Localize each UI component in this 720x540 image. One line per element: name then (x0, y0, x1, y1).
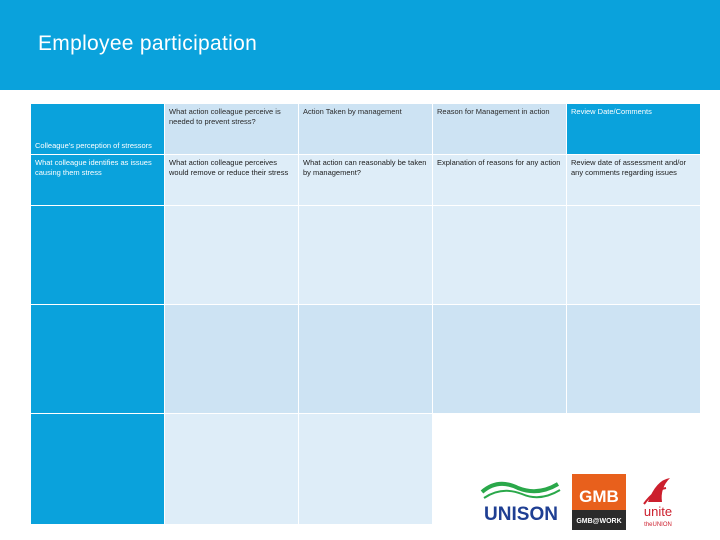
header-cell-perception (31, 104, 164, 154)
header-cell-review: Review Date/Comments (567, 104, 700, 154)
entry-cell[interactable] (433, 305, 566, 413)
entry-cell[interactable] (31, 206, 164, 304)
guidance-cell-perceived-action: What action colleague perceives would remove or reduce their stress (165, 155, 298, 205)
unite-logo (636, 474, 680, 530)
entry-cell[interactable] (31, 305, 164, 413)
unison-logo-text: UNISON (484, 504, 558, 525)
header-cell-management-action: Action Taken by management (299, 104, 432, 154)
page-title: Employee participation (38, 32, 258, 55)
guidance-cell-review: Review date of assessment and/or any comments regarding issues (567, 155, 700, 205)
unite-logo-subtext: theUNION (644, 522, 672, 528)
participation-table (31, 104, 696, 522)
entry-cell[interactable] (299, 206, 432, 304)
entry-cell[interactable] (433, 206, 566, 304)
guidance-cell-issues: What colleague identifies as issues causing them stress (31, 155, 164, 205)
header-label: Colleague's perception of stressors (35, 140, 152, 150)
header-cell-action-needed: What action colleague perceive is needed to prevent stress? (165, 104, 298, 154)
entry-cell[interactable] (31, 414, 164, 524)
gmb-logo-text: GMB (579, 487, 619, 506)
entry-cell[interactable] (299, 414, 432, 524)
header-cell-reason: Reason for Management in action (433, 104, 566, 154)
entry-cell[interactable] (165, 305, 298, 413)
entry-cell[interactable] (165, 414, 298, 524)
entry-cell[interactable] (165, 206, 298, 304)
gmb-logo (572, 474, 626, 530)
entry-cell[interactable] (567, 305, 700, 413)
union-logos (478, 474, 718, 534)
entry-cell[interactable] (567, 206, 700, 304)
guidance-cell-explanation: Explanation of reasons for any action (433, 155, 566, 205)
gmb-logo-subtext: GMB@WORK (576, 518, 622, 525)
unite-logo-text: unite (643, 504, 673, 519)
guidance-cell-reasonable-action: What action can reasonably be taken by management? (299, 155, 432, 205)
entry-cell[interactable] (299, 305, 432, 413)
unison-logo (478, 474, 564, 530)
